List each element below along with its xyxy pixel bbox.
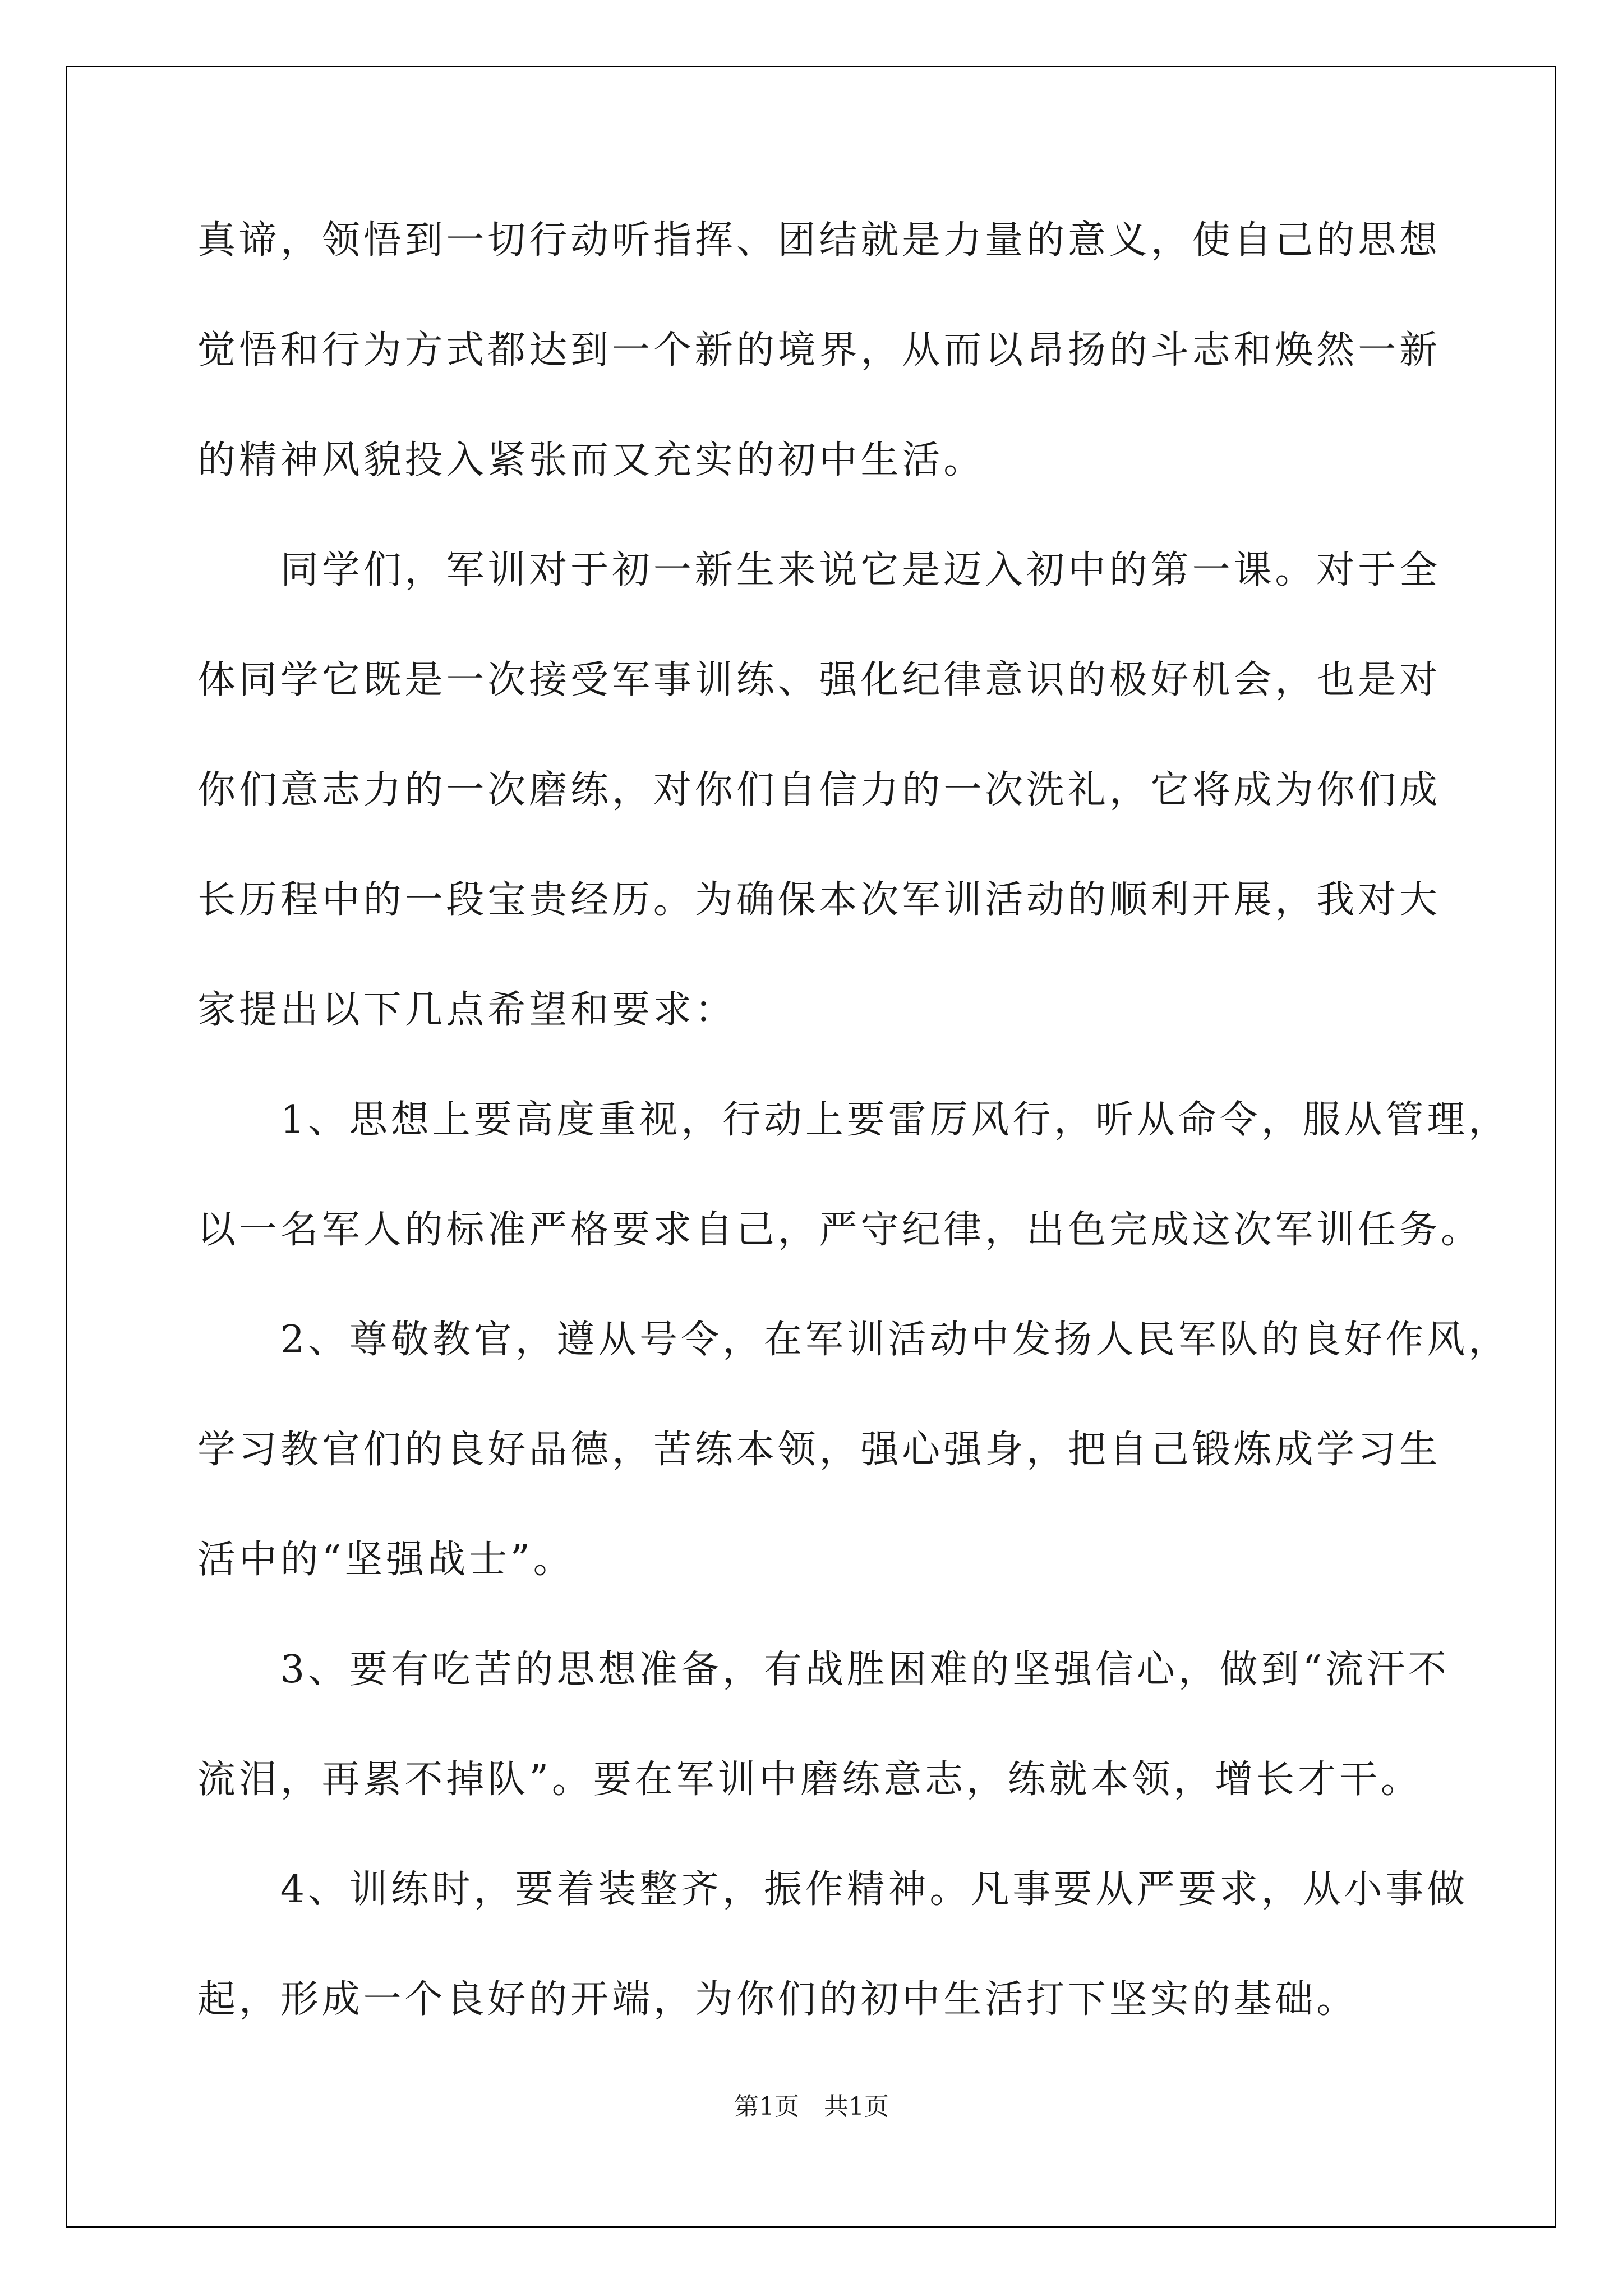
text-line: 起，形成一个良好的开端，为你们的初中生活打下坚实的基础。 <box>197 1977 1358 2022</box>
text-line: 2、尊敬教官，遵从号令，在军训活动中发扬人民军队的良好作风， <box>197 1318 1510 1362</box>
text-line: 1、思想上要高度重视，行动上要雷厉风行，听从命令，服从管理， <box>197 1098 1510 1142</box>
text-line: 真谛，领悟到一切行动听指挥、团结就是力量的意义，使自己的思想 <box>197 218 1441 263</box>
text-line: 3、要有吃苦的思想准备，有战胜困难的坚强信心，做到“流汗不 <box>197 1648 1450 1692</box>
text-line: 学习教官们的良好品德，苦练本领，强心强身，把自己锻炼成学习生 <box>197 1428 1441 1472</box>
document-body <box>197 204 1510 2073</box>
page-number-footer: 第1页 共1页 <box>734 2092 889 2121</box>
text-line: 活中的“坚强战士”。 <box>197 1538 575 1582</box>
text-line: 以一名军人的标准严格要求自己，严守纪律，出色完成这次军训任务。 <box>197 1208 1482 1252</box>
text-line: 体同学它既是一次接受军事训练、强化纪律意识的极好机会，也是对 <box>197 658 1441 702</box>
text-line: 觉悟和行为方式都达到一个新的境界，从而以昂扬的斗志和焕然一新 <box>197 328 1441 372</box>
text-line: 4、训练时，要着装整齐，振作精神。凡事要从严要求，从小事做 <box>197 1867 1469 1912</box>
text-line: 长历程中的一段宝贵经历。为确保本次军训活动的顺利开展，我对大 <box>197 878 1441 922</box>
text-line: 你们意志力的一次磨练，对你们自信力的一次洗礼，它将成为你们成 <box>197 768 1441 812</box>
text-line: 的精神风貌投入紧张而又充实的初中生活。 <box>197 438 985 482</box>
text-line: 同学们，军训对于初一新生来说它是迈入初中的第一课。对于全 <box>197 548 1441 592</box>
text-line: 家提出以下几点希望和要求： <box>197 988 736 1032</box>
text-line: 流泪，再累不掉队”。要在军训中磨练意志，练就本领，增长才干。 <box>197 1757 1422 1802</box>
